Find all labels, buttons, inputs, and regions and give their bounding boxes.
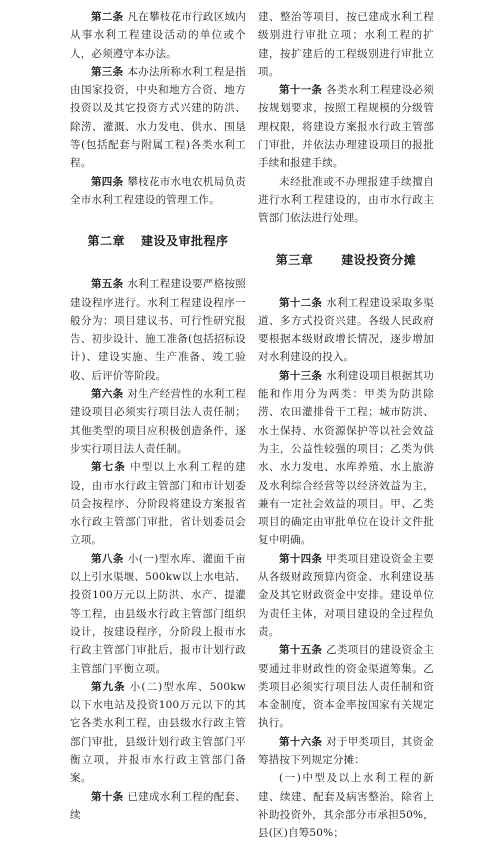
article-3: 第三条 本办法所称水利工程是指由国家投资，中央和地方合资、地方投资以及其它投资方式兴建的防洪、除涝、灌溉、水力发电、供水、围垦等(包括配套与附属工程)各类水利工程。: [70, 65, 246, 170]
article-16: 第十六条 对于甲类项目，其资金筹措按下列规定分摊：: [258, 735, 434, 766]
article-5: 第五条 水利工程建设要严格按照建设程序进行。水利工程建设程序一般分为：项目建议书、可行性研究报告、初步设计、施工准备(包括招标设计)、建设实施、生产准备、竣工验收、后评价等阶段。: [70, 278, 246, 382]
chapter-number: 第三章: [275, 252, 314, 267]
article-4: 第四条 攀枝花市水电农机局负责全市水利工程建设的管理工作。: [70, 175, 246, 206]
article-9: 第九条 小(二)型水库、500kw以下水电站及投资100万元以下的其它各类水利工程，由县级水行政主管部门审批，县级计划行政主管部门平衡立项，并报市水行政主管部门备案。: [70, 680, 246, 785]
left-top-section: [70, 8, 246, 209]
article-2: 第二条 凡在攀枝花市行政区域内从事水利工程建设活动的单位或个人，必须遵守本办法。: [70, 11, 246, 60]
chapter-2-heading: [70, 232, 246, 250]
article-15: 第十五条 乙类项目的建设资金主要通过非财政性的资金渠道筹集。乙类项目必须实行项目法人责任制和资本金制度，资本金率按国家有关规定执行。: [258, 644, 434, 730]
article-12: 第十二条 水利工程建设采取多渠道、多方式投资兴建。各级人民政府要根据本级财政增长情况，逐步增加对水利建设的投入。: [258, 296, 434, 364]
right-top-section: [258, 8, 434, 228]
article-10: 第十条 已建成水利工程的配套、续: [70, 790, 246, 821]
article-16-item-1: (一)中型及以上水利工程的新建、续建、配套及病害整治，除省上补助投资外，其余部分市承担50%，县(区)自筹50%；: [258, 772, 434, 840]
article-11-paragraph-2: 未经批准或不办理报建手续擅自进行水利工程建设的，由市水行政主管部门依法进行处理。: [258, 175, 434, 225]
chapter-title: 建设及审批程序: [141, 234, 229, 249]
chapter-title: 建设投资分摊: [341, 252, 417, 267]
article-10-continued: 建、整治等项目，按已建成水利工程级别进行审批立项；水利工程的扩建，按扩建后的工程级别进行审批立项。: [258, 11, 434, 78]
article-6: 第六条 对生产经营性的水利工程建设项目必须实行项目法人责任制；其他类型的项目应积极创造条件，逐步实行项目法人责任制。: [70, 388, 246, 455]
right-column: [258, 8, 434, 842]
left-bottom-section: [70, 275, 246, 824]
article-14: 第十四条 甲类项目建设资金主要从各级财政预算内资金、水利建设基金及其它财政资金中安排。建设单位为责任主体，对项目建设的全过程负责。: [258, 552, 434, 638]
article-8: 第八条 小(一)型水库、灌面千亩以上引水渠堰、500kw以上水电站、投资100万元以上防洪、水产、提灌等工程，由县级水行政主管部门组织设计，按建设程序，分阶段上报市水行政主管部门审批后，报市计划行政主管部门平衡立项。: [70, 552, 246, 675]
right-bottom-section: [258, 294, 434, 842]
article-7: 第七条 中型以上水利工程的建设，由市水行政主管部门和市计划委员会按程序、分阶段将建设方案报省水行政主管部门审批，省计划委员会立项。: [70, 461, 246, 547]
chapter-3-heading: [258, 251, 434, 269]
left-column: [70, 8, 246, 824]
article-11: 第十一条 各类水利工程建设必须按规划要求，按照工程规模的分级管理权限，将建设方案报水行政主管部门审批，并依法办理建设项目的报批手续和报建手续。: [258, 84, 434, 170]
article-13: 第十三条 水利建设项目根据其功能和作用分为两类：甲类为防洪除涝、农田灌排骨干工程；城市防洪、水土保持、水资源保护等以社会效益为主，公益性较强的项目；乙类为供水、水力发电、水库养殖、水上旅游及水利综合经营等以经济效益为主，兼有一定社会效益的项目。甲、乙类项目的确定由审批单位在设计文件批复中明确。: [258, 369, 434, 547]
chapter-number: 第二章: [87, 234, 125, 249]
